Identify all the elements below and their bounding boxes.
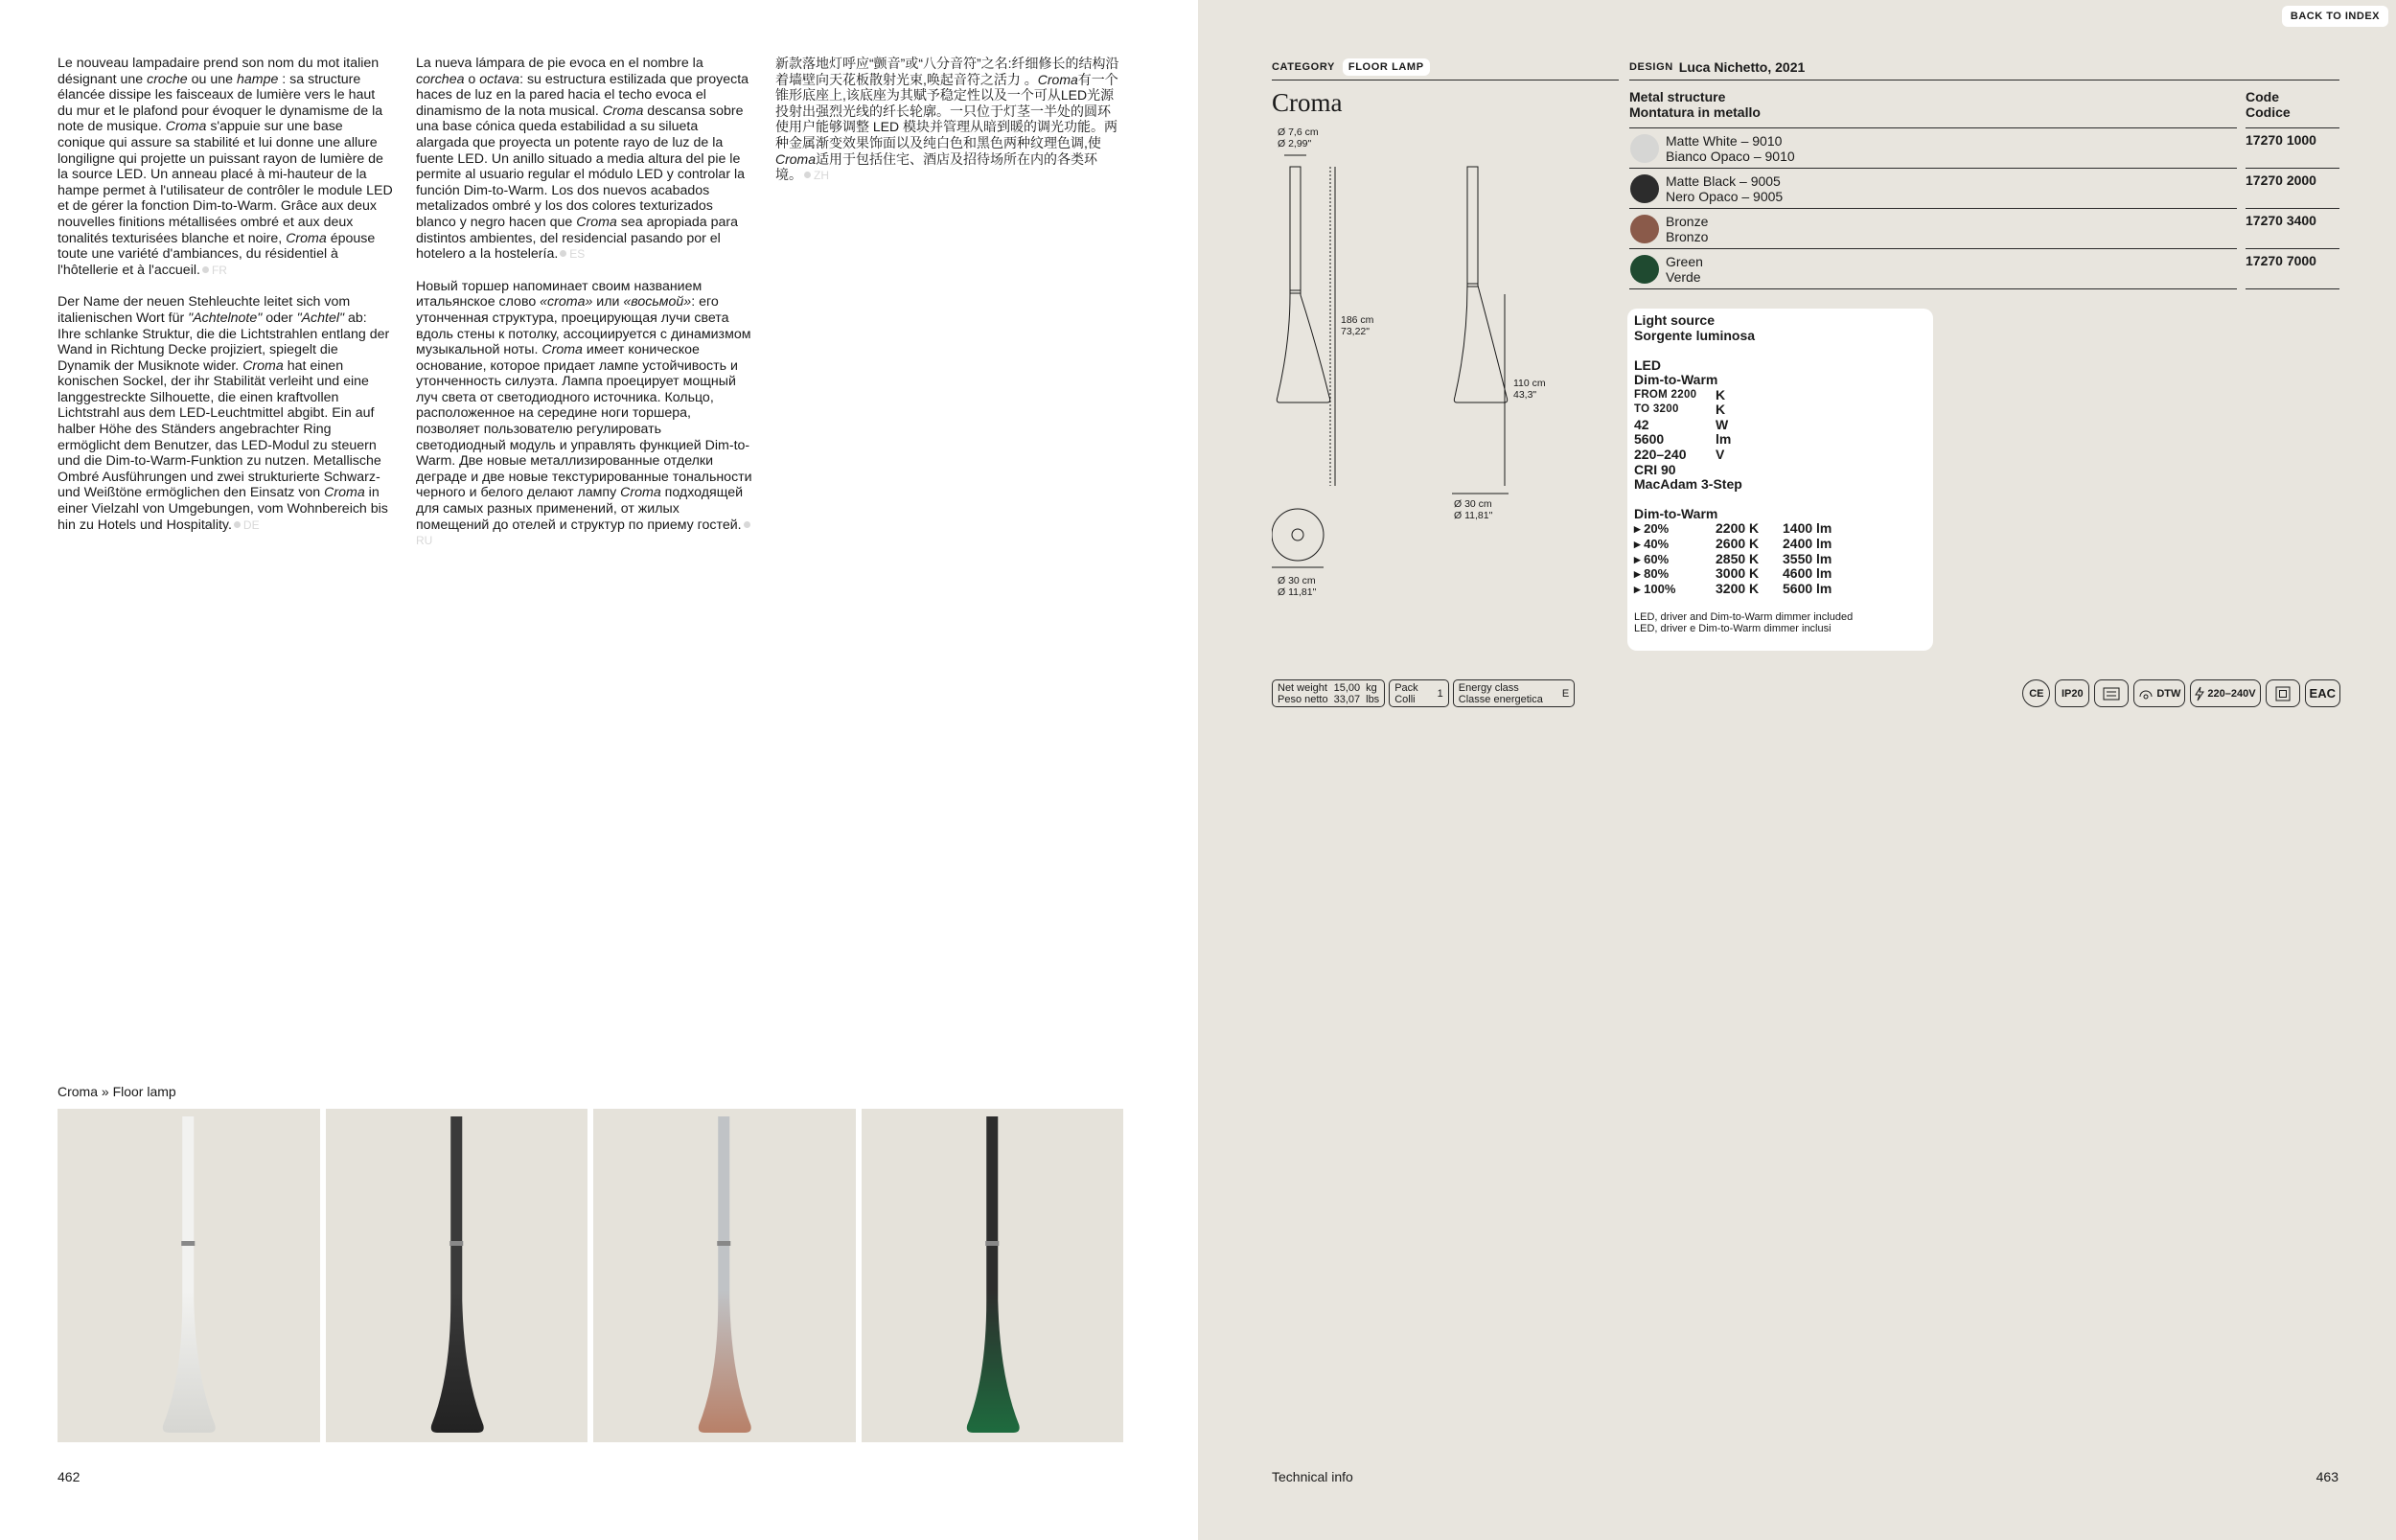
light-source-panel — [1627, 309, 1933, 651]
swatch-bronze — [1630, 215, 1659, 243]
energy-badge: Energy class Classe energetica E — [1453, 679, 1575, 707]
finish-name-it: Bianco Opaco – 9010 — [1666, 148, 1795, 164]
lamp-ring — [717, 1241, 730, 1246]
voltage-icon: 220–240V — [2190, 679, 2260, 707]
dtw-title: Dim-to-Warm — [1634, 505, 1718, 521]
finish-name-en: Bronze — [1666, 213, 1709, 229]
base-top-view — [1272, 509, 1324, 561]
finish-row[interactable] — [1629, 248, 2339, 288]
dim-tall-height: 186 cm 73,22" — [1341, 314, 1374, 337]
paragraph-ru — [416, 279, 753, 549]
light-source-title: Light source Sorgente luminosa — [1634, 312, 1756, 343]
spec-row: 5600 lm — [1634, 431, 1732, 448]
finish-name-en: Matte White – 9010 — [1666, 132, 1783, 149]
gallery-caption: Croma » Floor lamp — [58, 1084, 176, 1099]
finish-code: 17270 7000 — [2246, 248, 2339, 288]
dtw-row: ▸ 100% 3200 K 5600 lm — [1634, 581, 1832, 597]
dim-base-diameter-a: Ø 30 cm Ø 11,81" — [1278, 575, 1317, 598]
finish-name-it: Bronzo — [1666, 228, 1709, 244]
paragraph-es — [416, 56, 753, 263]
finish-name-it: Verde — [1666, 268, 1701, 285]
product-photo-bronze[interactable] — [593, 1109, 856, 1442]
product-gallery — [58, 1109, 1123, 1442]
lamp-body — [966, 1116, 1019, 1433]
macadam-value: MacAdam 3-Step — [1634, 476, 1742, 493]
text-column-es-ru — [416, 56, 753, 565]
paragraph-ru-text: Новый торшер напоминает своим названием итальянское слово «croma» или «восьмой»: его утонченная структура, проецирующая лучи света вдоль стены к потолку, ассоциируется с динамизмом музыкальной ноты. Croma имеет коническое основание, которое придает лампе устойчивость и утонченность силуэта. Лампа проецирует мощный луч света от светодиодного источника. Кольцо, расположенное на середине ноги торшера, позволяет пользователю регулировать светодиодный модуль и управлять функцией Dim-to-Warm. Две новые металлизированные отделки деграде и две новые текстурированные тональности черного и белого делают лампу Croma подходящей для самых разных применений, от жилых помещений до отелей и структур по приему гостей. — [416, 278, 752, 533]
product-badges — [1272, 679, 1575, 707]
dtw-row: ▸ 40% 2600 K 2400 lm — [1634, 536, 1832, 552]
paragraph-fr — [58, 56, 393, 278]
lang-tag-de — [234, 518, 260, 532]
dtw-row: ▸ 80% 3000 K 4600 lm — [1634, 565, 1832, 582]
lang-de: DE — [242, 517, 260, 532]
tall-lamp-outline — [1277, 167, 1329, 402]
design-row — [1629, 54, 2339, 80]
lamp-photo-black — [326, 1109, 588, 1442]
finish-code: 17270 2000 — [2246, 168, 2339, 208]
lamp-ring — [181, 1241, 195, 1246]
paragraph-zh-text: 新款落地灯呼应“颤音”或“八分音符”之名:纤细修长的结构沿着墙壁向天花板散射光束,唤起音符之活力 。Croma有一个锥形底座上,该底座为其赋予稳定性以及一个可从LED光源投射出强烈光线的纤长轮廓。一只位于灯茎一半处的圆环使用户能够调整 LED 模块并管理从暗到暖的调光功能。两种金属渐变效果饰面以及纯白色和黑色两种纹理色调,使Croma适用于包括住宅、酒店及招待场所在内的各类环境。 — [775, 56, 1119, 183]
dim-base-diameter-b: Ø 30 cm Ø 11,81" — [1454, 498, 1493, 521]
lang-ru: RU — [416, 534, 433, 548]
code-header: Code Codice — [2246, 89, 2291, 120]
finish-row[interactable] — [1629, 208, 2339, 248]
product-photo-green[interactable] — [862, 1109, 1124, 1442]
finish-name-it: Nero Opaco – 9005 — [1666, 188, 1784, 204]
finish-table — [1629, 127, 2339, 288]
swatch-black — [1630, 174, 1659, 203]
dtw-row: ▸ 60% 2850 K 3550 lm — [1634, 550, 1832, 566]
driver-icon — [2094, 679, 2129, 707]
text-column-zh — [775, 56, 1120, 200]
dim-top-diameter: Ø 7,6 cm Ø 2,99" — [1278, 126, 1319, 149]
certifications — [2022, 679, 2340, 707]
right-page — [1198, 0, 2396, 1540]
page-number-right: 463 — [2315, 1469, 2338, 1484]
lamp-photo-green — [862, 1109, 1124, 1442]
text-column-fr-de — [58, 56, 393, 549]
lamp-body — [699, 1116, 751, 1433]
spec-row: 42 W — [1634, 416, 1729, 432]
pack-badge: Pack Colli 1 — [1389, 679, 1449, 707]
technical-drawing — [1272, 123, 1559, 611]
footer-title: Technical info — [1272, 1469, 1353, 1484]
swatch-white — [1630, 134, 1659, 163]
paragraph-es-text: La nueva lámpara de pie evoca en el nombre la corchea o octava: su estructura estilizada que proyecta haces de luz en la pared hacia el techo evoca el dinamismo de la nota musical. Croma descansa sobre una base cónica queda estabilidad a su silueta alargada que proyecta un potente rayo de luz de la fuente LED. Un anillo situado a media altura del pie le permite al usuario regular el módulo LED y controlar la función Dim-to-Warm. Los dos nuevos acabados metalizados ombré y los dos colores texturizados blanco y negro hacen que Croma sea apropiada para distintos ambientes, del residencial pasando por el hotelero a la hostelería. — [416, 56, 749, 263]
lamp-ring — [449, 1241, 463, 1246]
lang-zh: ZH — [814, 169, 829, 183]
lamp-photo-white — [58, 1109, 320, 1442]
page-number-left: 462 — [58, 1469, 81, 1484]
dim-short-height: 110 cm 43,3" — [1513, 378, 1546, 401]
short-lamp-outline — [1454, 167, 1507, 402]
light-mode: Dim-to-Warm — [1634, 372, 1718, 388]
product-photo-black[interactable] — [326, 1109, 588, 1442]
category-row — [1272, 54, 1619, 80]
ce-mark-icon: CE — [2022, 679, 2050, 707]
finish-code: 17270 1000 — [2246, 127, 2339, 168]
lamp-photo-bronze — [593, 1109, 856, 1442]
light-type: LED — [1634, 356, 1661, 373]
class-ii-icon — [2266, 679, 2300, 707]
paragraph-zh — [775, 56, 1120, 184]
paragraph-fr-text: Le nouveau lampadaire prend son nom du mot italien désignant une croche ou une hampe : sa structure élancée dissipe les faisceaux de lumière vers le haut du mur et le plafond pour évoquer le dynamisme de la note de musique. Croma s'appuie sur une base conique qui assure sa stabilité et lui donne une allure longiligne qui projette un puissant rayon de lumière de la source LED. Un anneau placé à mi-hauteur de la hampe permet à l'utilisateur de contrôler le module LED et de gérer la fonction Dim-to-Warm. Grâce aux deux nouvelles finitions métallisées ombré et aux deux tonalités texturisées blanche et noire, Croma épouse toute une variété d'ambiances, du résidentiel à l'hôtellerie et à l'accueil. — [58, 56, 393, 278]
finish-row[interactable] — [1629, 168, 2339, 208]
lamp-body — [430, 1116, 483, 1433]
finish-row[interactable] — [1629, 127, 2339, 168]
lamp-ring — [985, 1241, 999, 1246]
weight-badge: Net weight Peso netto 15,00 33,07 kg lbs — [1272, 679, 1385, 707]
spec-row: TO 3200 K — [1634, 402, 1726, 418]
paragraph-de — [58, 294, 393, 533]
lamp-body — [163, 1116, 216, 1433]
light-source-note: LED, driver and Dim-to-Warm dimmer included LED, driver e Dim-to-Warm dimmer inclusi — [1634, 610, 1854, 634]
category-label: CATEGORY — [1272, 60, 1335, 73]
lang-fr: FR — [211, 263, 227, 277]
lang-es: ES — [569, 247, 586, 262]
spec-row: 220–240 V — [1634, 447, 1725, 463]
cri-value: CRI 90 — [1634, 461, 1676, 477]
eac-mark-icon: EAC — [2305, 679, 2340, 707]
paragraph-de-text: Der Name der neuen Stehleuchte leitet sich vom italienischen Wort für "Achtelnote" oder "Achtel" ab: Ihre schlanke Struktur, die die Lichtstrahlen entlang der Wand in Richtung Decke projiziert, spiegelt die Dynamik der Musiknote wider. Croma hat einen konischen Sockel, der ihr Stabilität verleiht und eine langgestreckte Silhouette, die einen kraftvollen Lichtstrahl aus dem LED-Leuchtmittel abgibt. Ein auf halber Höhe des Ständers angebrachter Ring ermöglicht dem Benutzer, das LED-Modul zu steuern und die Dim-to-Warm-Funktion zu nutzen. Metallische Ombré Ausführungen und zwei strukturierte Schwarz- und Weißtöne ermöglichen den Einsatz von Croma in einer Vielzahl von Umgebungen, vom Wohnbereich bis hin zu Hotels und Hospitality. — [58, 294, 390, 533]
swatch-green — [1630, 255, 1659, 284]
ip20-icon: IP20 — [2055, 679, 2089, 707]
spec-row: FROM 2200 K — [1634, 386, 1726, 402]
designer-name: Luca Nichetto, 2021 — [1678, 58, 1806, 75]
product-name: Croma — [1272, 88, 1343, 117]
finish-code: 17270 3400 — [2246, 208, 2339, 248]
lang-tag-fr — [202, 264, 227, 277]
lang-tag-es — [560, 247, 585, 261]
category-pill[interactable]: FLOOR LAMP — [1343, 58, 1430, 76]
finish-header: Metal structure Montatura in metallo — [1629, 89, 1761, 120]
back-to-index-button[interactable]: BACK TO INDEX — [2282, 6, 2388, 27]
product-photo-white[interactable] — [58, 1109, 320, 1442]
dtw-icon: DTW — [2133, 679, 2185, 707]
finish-name-en: Green — [1666, 253, 1703, 269]
design-label: DESIGN — [1629, 60, 1673, 73]
finish-table-end — [1629, 288, 2339, 289]
dtw-row: ▸ 20% 2200 K 1400 lm — [1634, 520, 1832, 537]
technical-drawing-svg — [1272, 123, 1559, 611]
lang-tag-zh — [804, 169, 829, 182]
finish-name-en: Matte Black – 9005 — [1666, 172, 1781, 189]
